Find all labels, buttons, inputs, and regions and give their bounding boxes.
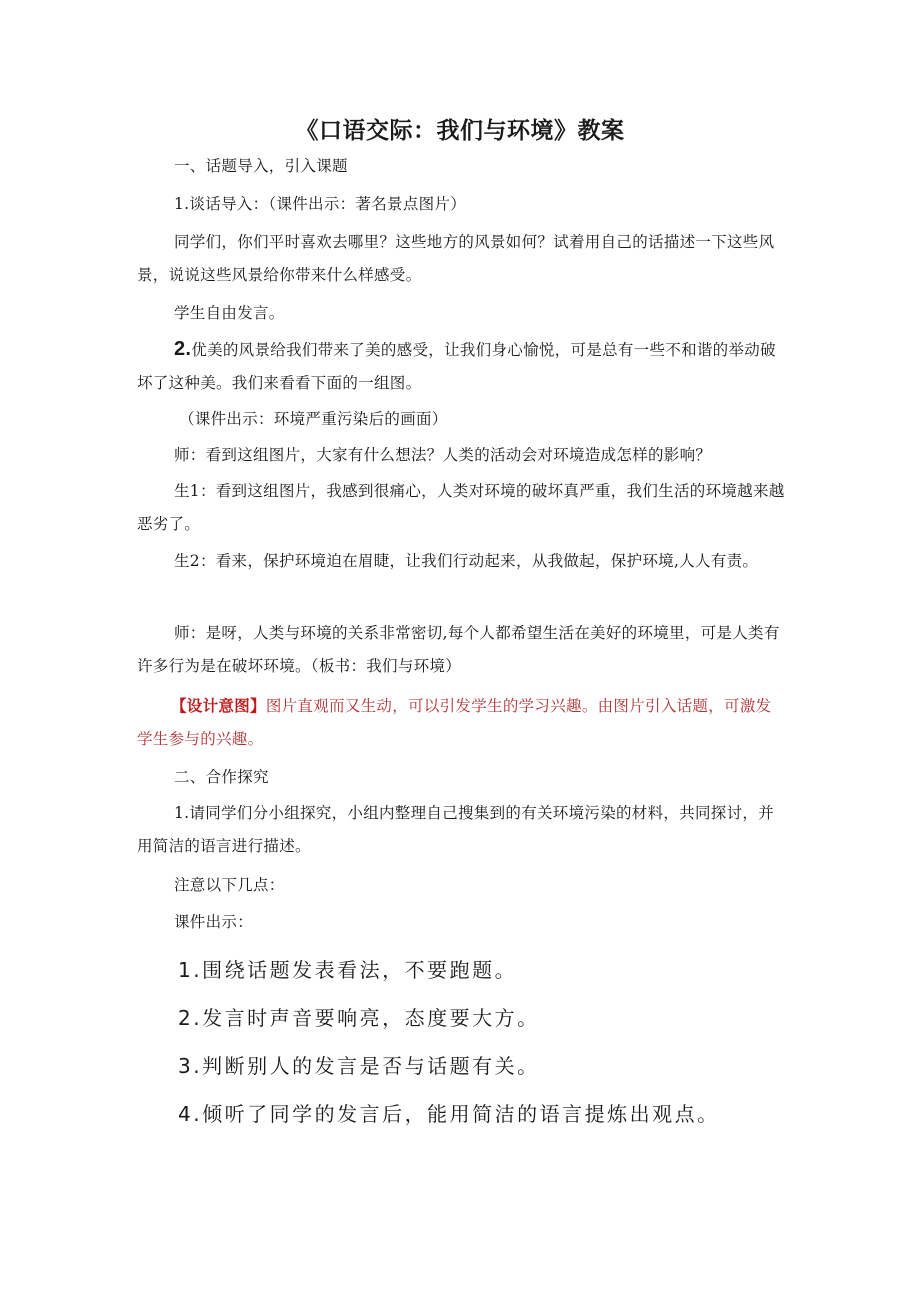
design-intent-tag: 【设计意图】 bbox=[171, 696, 266, 715]
step-2-paragraph bbox=[137, 333, 787, 400]
point-2: 2.发言时声音要响亮，态度要大方。 bbox=[178, 1006, 540, 1030]
point-4: 4.倾听了同学的发言后，能用简洁的语言提炼出观点。 bbox=[178, 1102, 720, 1126]
section-heading-1: 一、话题导入，引入课题 bbox=[174, 157, 348, 175]
point-3: 3.判断别人的发言是否与话题有关。 bbox=[178, 1054, 540, 1078]
teacher-question: 师：看到这组图片，大家有什么想法？人类的活动会对环境造成怎样的影响？ bbox=[174, 446, 712, 464]
notes-intro: 注意以下几点： bbox=[174, 876, 285, 894]
design-intent bbox=[137, 689, 787, 756]
paragraph-students-speak: 学生自由发言。 bbox=[174, 304, 285, 322]
student-1-answer: 生1：看到这组图片，我感到很痛心，人类对环境的破坏真严重，我们生活的环境越来越恶劣了。 bbox=[137, 482, 785, 533]
step-2-text: 优美的风景给我们带来了美的感受，让我们身心愉悦，可是总有一些不和谐的举动破坏了这种美。我们来看看下面的一组图。 bbox=[137, 341, 776, 392]
design-intent-text: 图片直观而又生动，可以引发学生的学习兴趣。由图片引入话题，可激发学生参与的兴趣。 bbox=[137, 697, 772, 748]
paragraph-prompt: 同学们，你们平时喜欢去哪里？这些地方的风景如何？试着用自己的话描述一下这些风景，说说这些风景给你带来什么样感受。 bbox=[137, 233, 775, 284]
group-task: 1.请同学们分小组探究，小组内整理自己搜集到的有关环境污染的材料，共同探讨，并用简洁的语言进行描述。 bbox=[137, 804, 774, 855]
document-title: 《口语交际：我们与环境》教案 bbox=[295, 118, 625, 144]
teacher-summary: 师：是呀，人类与环境的关系非常密切,每个人都希望生活在美好的环境里，可是人类有许多行为是在破坏环境。（板书：我们与环境） bbox=[137, 624, 780, 675]
courseware-label: 课件出示： bbox=[174, 913, 254, 931]
courseware-note: （课件出示：环境严重污染后的画面） bbox=[179, 410, 448, 428]
step-2-number: 2. bbox=[174, 338, 192, 360]
point-1: 1.围绕话题发表看法，不要跑题。 bbox=[178, 958, 518, 982]
student-2-answer: 生2：看来，保护环境迫在眉睫，让我们行动起来，从我做起，保护环境,人人有责。 bbox=[174, 552, 759, 570]
section-heading-2: 二、合作探究 bbox=[174, 768, 269, 786]
step-1-intro: 1.谈话导入：（课件出示：著名景点图片） bbox=[174, 195, 467, 213]
